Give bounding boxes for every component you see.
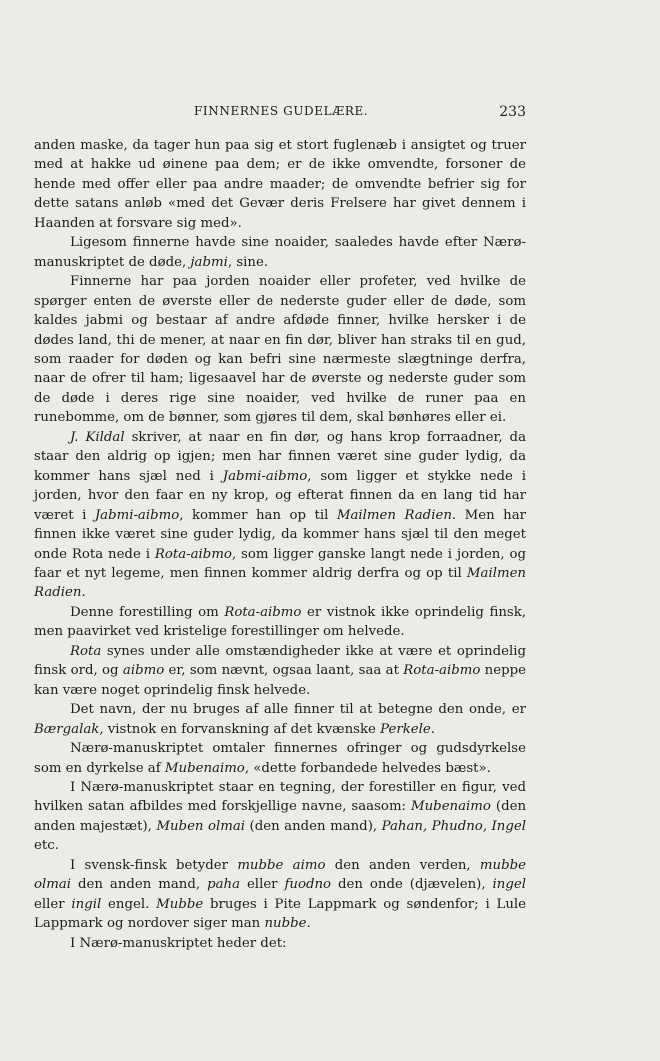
italic-term: fuodno (284, 877, 332, 893)
italic-term: Rota-aibmo (224, 604, 302, 620)
italic-term: Mailmen Radien (34, 565, 526, 601)
text-run: neppe kan være noget oprindelig finsk helvede. (34, 663, 526, 698)
text-run: eller (240, 877, 285, 893)
paragraph (34, 272, 526, 428)
text-run: Denne forestilling om (70, 604, 225, 620)
text-run: er, som nævnt, ogsaa laant, saa at (164, 663, 404, 679)
text-run: synes under alle omstændigheder ikke at være et oprindelig finsk ord, og (34, 643, 526, 679)
text-run: , kommer han op til (179, 507, 337, 523)
text-run: (den anden majestæt), (34, 799, 527, 834)
text-run: . (430, 721, 435, 737)
italic-term: Bærgalak (34, 721, 100, 737)
paragraph (34, 700, 526, 739)
italic-term: Rota-aibmo (154, 546, 232, 562)
paragraph (34, 856, 526, 934)
italic-term: ingil (71, 896, 102, 912)
text-run: etc. (34, 838, 59, 854)
text-run: Nærø-manuskriptet omtaler finnernes ofringer og gudsdyrkelse som en dyrkelse af (34, 741, 526, 776)
text-run: , som ligger et stykke nede i jorden, hvor den faar en ny krop, og efterat finnen da en lang tid har været i (34, 468, 526, 523)
text-run: Ligesom finnerne havde sine noaider, saaledes havde efter Nærø-manuskriptet de døde, (34, 235, 526, 270)
paragraph (34, 934, 526, 953)
text-run: den anden verden, (325, 857, 480, 873)
italic-term: ingel (492, 877, 526, 893)
italic-term: J. Kildal (70, 429, 125, 445)
italic-term: paha (207, 877, 240, 893)
text-run: eller (34, 896, 72, 912)
text-run: Det navn, der nu bruges af alle finner til at betegne den onde, er (70, 702, 526, 718)
italic-term: Jabmi-aibmo (94, 507, 180, 523)
text-run: I svensk-finsk betyder (70, 857, 238, 873)
italic-term: mubbe aimo (237, 857, 326, 873)
paragraph (34, 136, 526, 233)
italic-term: Jabmi-aibmo (222, 468, 308, 484)
paragraph (34, 428, 526, 603)
italic-term: Mubenaimo (164, 760, 245, 776)
paragraph (34, 739, 526, 778)
text-run: er vistnok ikke oprindelig finsk, men paavirket ved kristelige forestillinger om helvede. (34, 604, 526, 640)
text-run: anden maske, da tager hun paa sig et stort fuglenæb i ansigtet og truer med at hakke ud øinene paa dem; er de ikke omvendte, forsoner de hende med offer eller paa andre maader; de omvendte befrier sig for dette satans anløb «med det Gevær deris Frelsere har givet dennem i Haanden at forsvare sig med». (34, 138, 526, 231)
text-run: I Nærø-manuskriptet staar en tegning, der forestiller en figur, ved hvilken satan afbildes med forskjellige navne, saasom: (34, 779, 526, 815)
paragraph (34, 603, 526, 642)
paragraph (34, 642, 526, 700)
italic-term: mubbe olmai (34, 857, 526, 893)
paragraph (34, 233, 526, 272)
italic-term: Mailmen Radien (336, 507, 452, 523)
text-run: skriver, at naar en fin dør, og hans krop forraadner, da staar den aldrig op igjen; men har finnen været sine guder lydig, da kommer hans sjæl ned i (34, 429, 526, 484)
text-run: (den anden mand), (245, 818, 382, 834)
text-run: engel. (101, 896, 157, 912)
text-run: Finnerne har paa jorden noaider eller profeter, ved hvilke de spørger enten de øverste eller de nederste guder eller de døde, som kaldes jabmi og bestaar af andre afdøde finner, hvilke hersker i de dødes land, thi de mener, at naar en fin dør, bliver han straks til en gud, som raader for døden og kan befri sine nærmeste slægtninge derfra, naar de ofrer til ham; ligesaavel har de øverste og nederste guder som de døde i deres rige sine noaider, ved hvilke de runer paa en runebomme, om de bønner, som gjøres til dem, skal bønhøres eller ei. (34, 274, 526, 426)
running-title: FINNERNES GUDELÆRE. (194, 104, 369, 118)
text-run: den anden mand, (71, 877, 208, 893)
body-text (34, 136, 526, 953)
text-run: . (81, 585, 86, 601)
text-run: bruges i Pite Lappmark og søndenfor; i Lule Lappmark og nordover siger man (34, 896, 527, 932)
italic-term: jabmi (190, 254, 228, 270)
italic-term: aibmo (122, 663, 165, 679)
text-run: I Nærø-manuskriptet heder det: (70, 935, 287, 951)
italic-term: nubbe (264, 916, 307, 932)
italic-term: Muben olmai (156, 818, 246, 834)
text-run: , «dette forbandede helvedes bæst». (244, 760, 491, 776)
text-run: , sine. (227, 254, 269, 270)
text-run: , som ligger ganske langt nede i jorden, og faar et nyt legeme, men finnen kommer aldrig derfra og op til (34, 546, 527, 581)
paragraph (34, 778, 526, 856)
italic-term: Rota-aibmo (403, 663, 481, 679)
page-number: 233 (499, 104, 526, 120)
italic-term: Mubenaimo (411, 799, 491, 815)
italic-term: Rota (70, 643, 102, 659)
italic-term: Perkele (380, 721, 431, 737)
text-run: den onde (djævelen), (331, 877, 493, 893)
italic-term: Mubbe (156, 896, 204, 912)
text-run: . (306, 916, 311, 932)
italic-term: Pahan, Phudno, Ingel (381, 818, 526, 834)
text-run: , vistnok en forvanskning af det kvænske (99, 721, 381, 737)
text-run: . Men har finnen ikke været sine guder lydig, da kommer hans sjæl til den meget onde Rota nede i (34, 507, 526, 562)
page-header (34, 104, 526, 122)
